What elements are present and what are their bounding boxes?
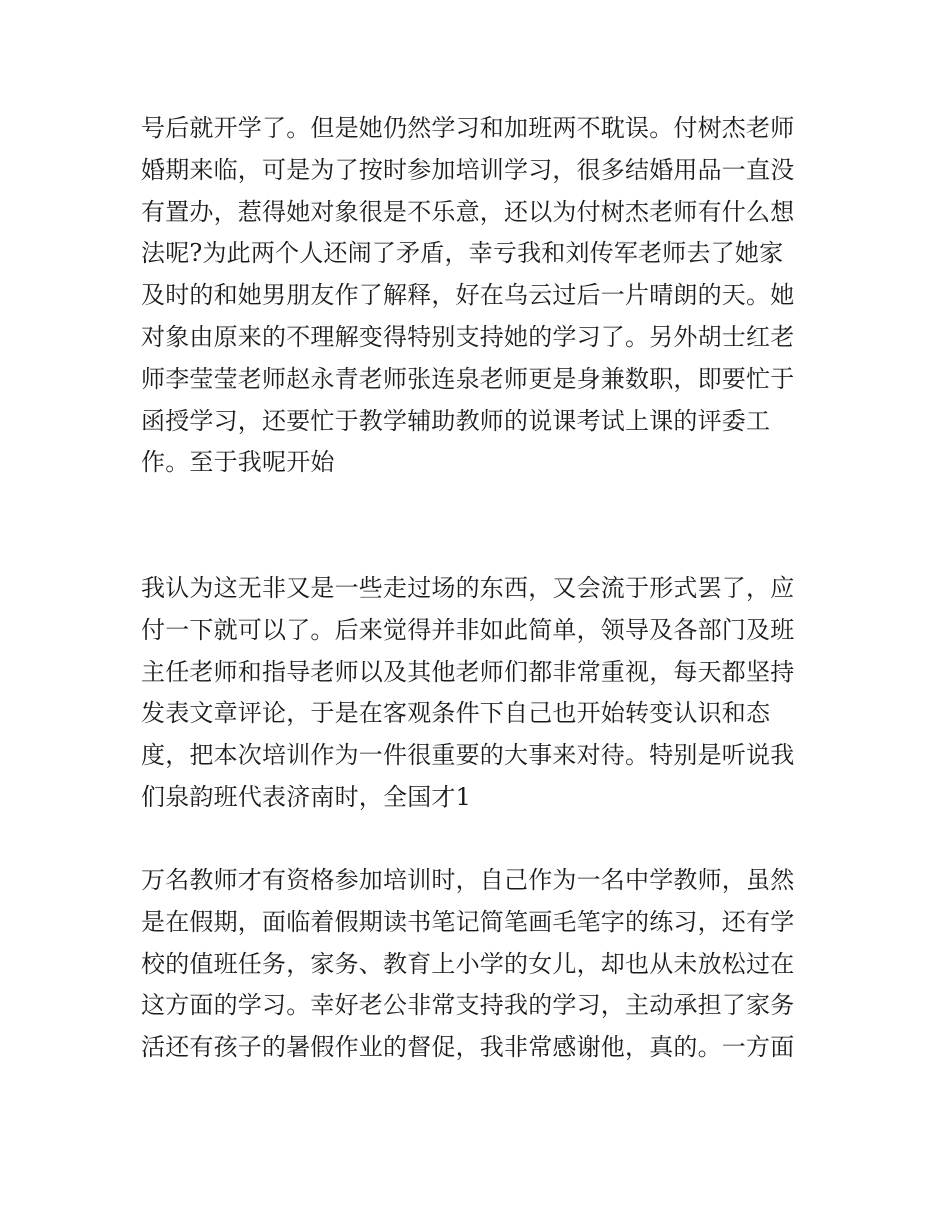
text-line: 我认为这无非又是一些走过场的东西，又会流于形式罢了，应 bbox=[141, 574, 795, 602]
text-line: 万名教师才有资格参加培训时，自己作为一名中学教师，虽然 bbox=[141, 866, 795, 894]
text-line: 这方面的学习。幸好老公非常支持我的学习，主动承担了家务 bbox=[141, 991, 795, 1020]
text-line: 法呢?为此两个人还闹了矛盾，幸亏我和刘传军老师去了她家 bbox=[141, 239, 784, 268]
text-line: 活还有孩子的暑假作业的督促，我非常感谢他，真的。一方面 bbox=[141, 1033, 795, 1062]
text-line: 函授学习，还要忙于教学辅助教师的说课考试上课的评委工 bbox=[141, 406, 771, 435]
text-line: 作。至于我呢开始 bbox=[141, 448, 335, 477]
text-line: 校的值班任务，家务、教育上小学的女儿，却也从未放松过在 bbox=[141, 949, 795, 978]
text-line: 发表文章评论，于是在客观条件下自己也开始转变认识和态 bbox=[141, 699, 771, 728]
text-line: 主任老师和指导老师以及其他老师们都非常重视，每天都坚持 bbox=[141, 657, 795, 686]
text-line: 对象由原来的不理解变得特别支持她的学习了。另外胡士红老 bbox=[141, 322, 795, 351]
text-line: 号后就开学了。但是她仍然学习和加班两不耽误。付树杰老师 bbox=[141, 114, 795, 142]
text-line: 们泉韵班代表济南时，全国才1 bbox=[141, 782, 472, 811]
text-line: 及时的和她男朋友作了解释，好在乌云过后一片晴朗的天。她 bbox=[141, 281, 795, 310]
text-line: 师李莹莹老师赵永青老师张连泉老师更是身兼数职，即要忙于 bbox=[141, 364, 795, 393]
paragraph-2 bbox=[141, 568, 813, 819]
text-line: 付一下就可以了。后来觉得并非如此简单，领导及各部门及班 bbox=[141, 615, 795, 644]
paragraph-3 bbox=[141, 860, 813, 1069]
text-line: 有置办，惹得她对象很是不乐意，还以为付树杰老师有什么想 bbox=[141, 197, 795, 226]
paragraph-1 bbox=[141, 108, 813, 484]
text-line: 是在假期，面临着假期读书笔记简笔画毛笔字的练习，还有学 bbox=[141, 907, 795, 936]
text-line: 度，把本次培训作为一件很重要的大事来对待。特别是听说我 bbox=[141, 741, 795, 770]
text-line: 婚期来临，可是为了按时参加培训学习，很多结婚用品一直没 bbox=[141, 155, 795, 184]
